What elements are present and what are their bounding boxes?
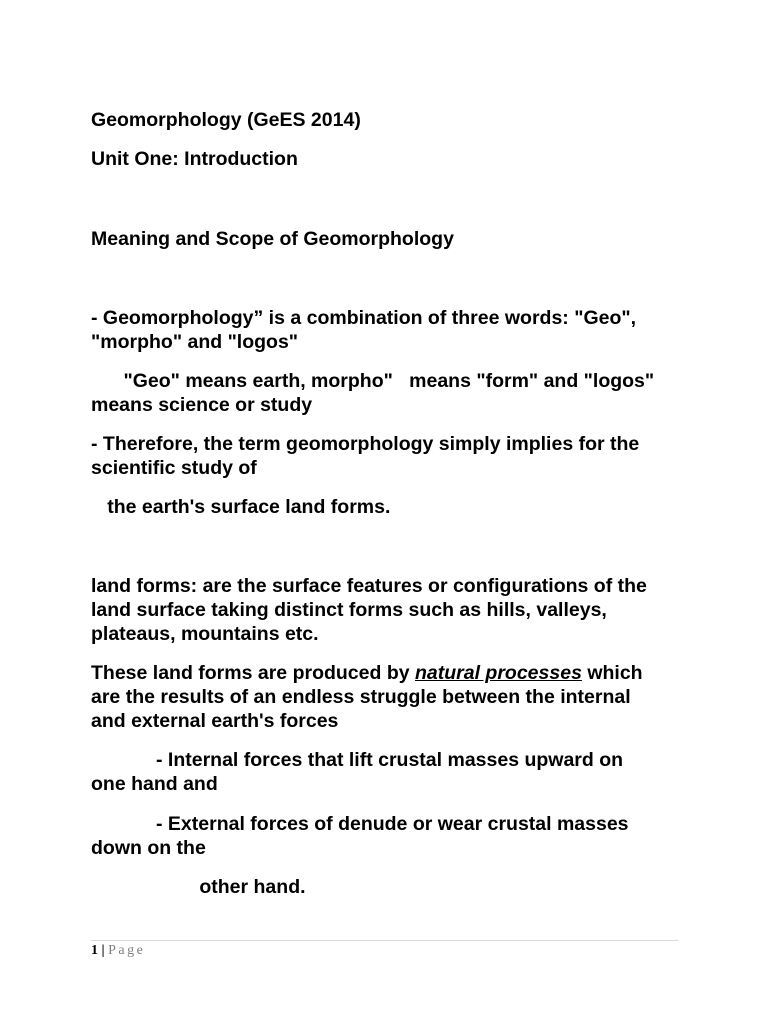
- paragraph-line: scientific study of: [91, 457, 257, 479]
- emphasized-term: natural processes: [415, 662, 582, 684]
- footer-separator: |: [98, 943, 109, 958]
- paragraph-line: - External forces of denude or wear crustal masses: [91, 813, 629, 835]
- paragraph-line: means science or study: [91, 394, 313, 416]
- paragraph-line: are the results of an endless struggle between the internal: [91, 686, 631, 708]
- page-number: 1: [91, 943, 98, 958]
- paragraph-line: down on the: [91, 837, 206, 859]
- paragraph-line: "Geo" means earth, morpho" means "form" and "logos": [91, 370, 655, 392]
- course-title: Geomorphology (GeES 2014): [91, 109, 361, 131]
- paragraph-line: - Internal forces that lift crustal masses upward on: [91, 749, 624, 771]
- paragraph-line: plateaus, mountains etc.: [91, 623, 319, 645]
- paragraph-line: - Geomorphology” is a combination of three words: "Geo",: [91, 307, 637, 329]
- paragraph-line: other hand.: [91, 876, 306, 898]
- paragraph-line: one hand and: [91, 773, 218, 795]
- paragraph-line: land forms: are the surface features or configurations of the: [91, 575, 647, 597]
- paragraph-line: - Therefore, the term geomorphology simply implies for the: [91, 433, 640, 455]
- paragraph-text: These land forms are produced by: [91, 662, 415, 684]
- section-heading: Meaning and Scope of Geomorphology: [91, 228, 454, 250]
- page-label: Page: [108, 943, 146, 958]
- unit-title: Unit One: Introduction: [91, 148, 298, 170]
- paragraph-line: land surface taking distinct forms such as hills, valleys,: [91, 599, 607, 621]
- paragraph-line: "morpho" and "logos": [91, 331, 299, 353]
- paragraph-line: the earth's surface land forms.: [91, 496, 391, 518]
- paragraph-line: [91, 661, 643, 685]
- paragraph-text: which: [581, 662, 643, 684]
- page-footer: [91, 940, 678, 960]
- paragraph-line: and external earth's forces: [91, 710, 339, 732]
